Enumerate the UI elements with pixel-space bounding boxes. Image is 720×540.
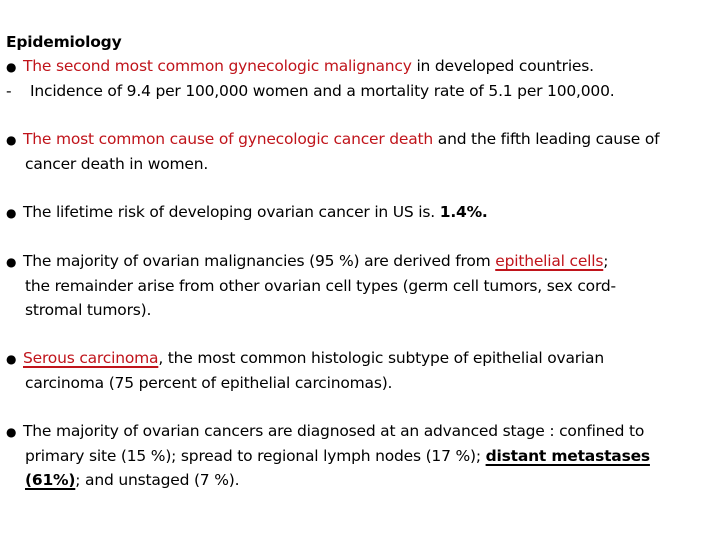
- highlight-text: gynecologic cancer death: [238, 130, 434, 148]
- bullet-dot-icon: ●: [6, 60, 17, 74]
- bullet-second-most-common: [6, 54, 714, 79]
- continuation-text: stromal tumors).: [25, 301, 152, 319]
- highlight-text: Serous carcinoma: [23, 349, 159, 367]
- dash-marker: -: [6, 82, 12, 100]
- section-heading: Epidemiology: [6, 33, 122, 51]
- body-text: , the most common histologic subtype of epithelial ovarian: [158, 349, 604, 367]
- body-text: and the fifth leading cause of: [433, 130, 660, 148]
- risk-value: 1.4%.: [439, 203, 488, 221]
- body-text: The majority of ovarian cancers are diagnosed at an advanced stage : confined to: [23, 422, 645, 440]
- emphasis-text: distant metastases: [485, 447, 650, 465]
- bullet-stage-distribution: [6, 419, 714, 492]
- continuation-text: carcinoma (75 percent of epithelial carcinomas).: [25, 374, 393, 392]
- bullet-lifetime-risk: [6, 200, 714, 225]
- bullet-dot-icon: ●: [6, 255, 17, 269]
- body-text: Incidence of 9.4 per 100,000 women and a mortality rate of 5.1 per 100,000.: [30, 82, 615, 100]
- highlight-text: epithelial cells: [495, 252, 604, 270]
- body-text: The lifetime risk of developing ovarian cancer in US is.: [23, 203, 440, 221]
- slide-content: [6, 30, 714, 492]
- body-text: primary site (15 %); spread to regional lymph nodes (17 %);: [25, 447, 486, 465]
- body-text: The majority of ovarian malignancies (95 %) are derived from: [23, 252, 496, 270]
- bullet-serous-carcinoma: [6, 346, 714, 395]
- bullet-dot-icon: ●: [6, 133, 17, 147]
- bullet-dot-icon: ●: [6, 425, 17, 439]
- body-text: ;: [603, 252, 609, 270]
- continuation-text: cancer death in women.: [25, 155, 209, 173]
- bullet-cancer-death: [6, 127, 714, 176]
- bullet-dot-icon: ●: [6, 206, 17, 220]
- bullet-epithelial-origin: [6, 249, 714, 322]
- emphasis-text: (61%): [25, 471, 76, 489]
- body-text: in developed countries.: [411, 57, 594, 75]
- highlight-text: The second most common gynecologic malignancy: [23, 57, 412, 75]
- sub-item-incidence: [6, 79, 714, 103]
- highlight-text: The most common cause of: [23, 130, 239, 148]
- continuation-text: the remainder arise from other ovarian cell types (germ cell tumors, sex cord-: [25, 277, 616, 295]
- bullet-dot-icon: ●: [6, 352, 17, 366]
- body-text: ; and unstaged (7 %).: [75, 471, 240, 489]
